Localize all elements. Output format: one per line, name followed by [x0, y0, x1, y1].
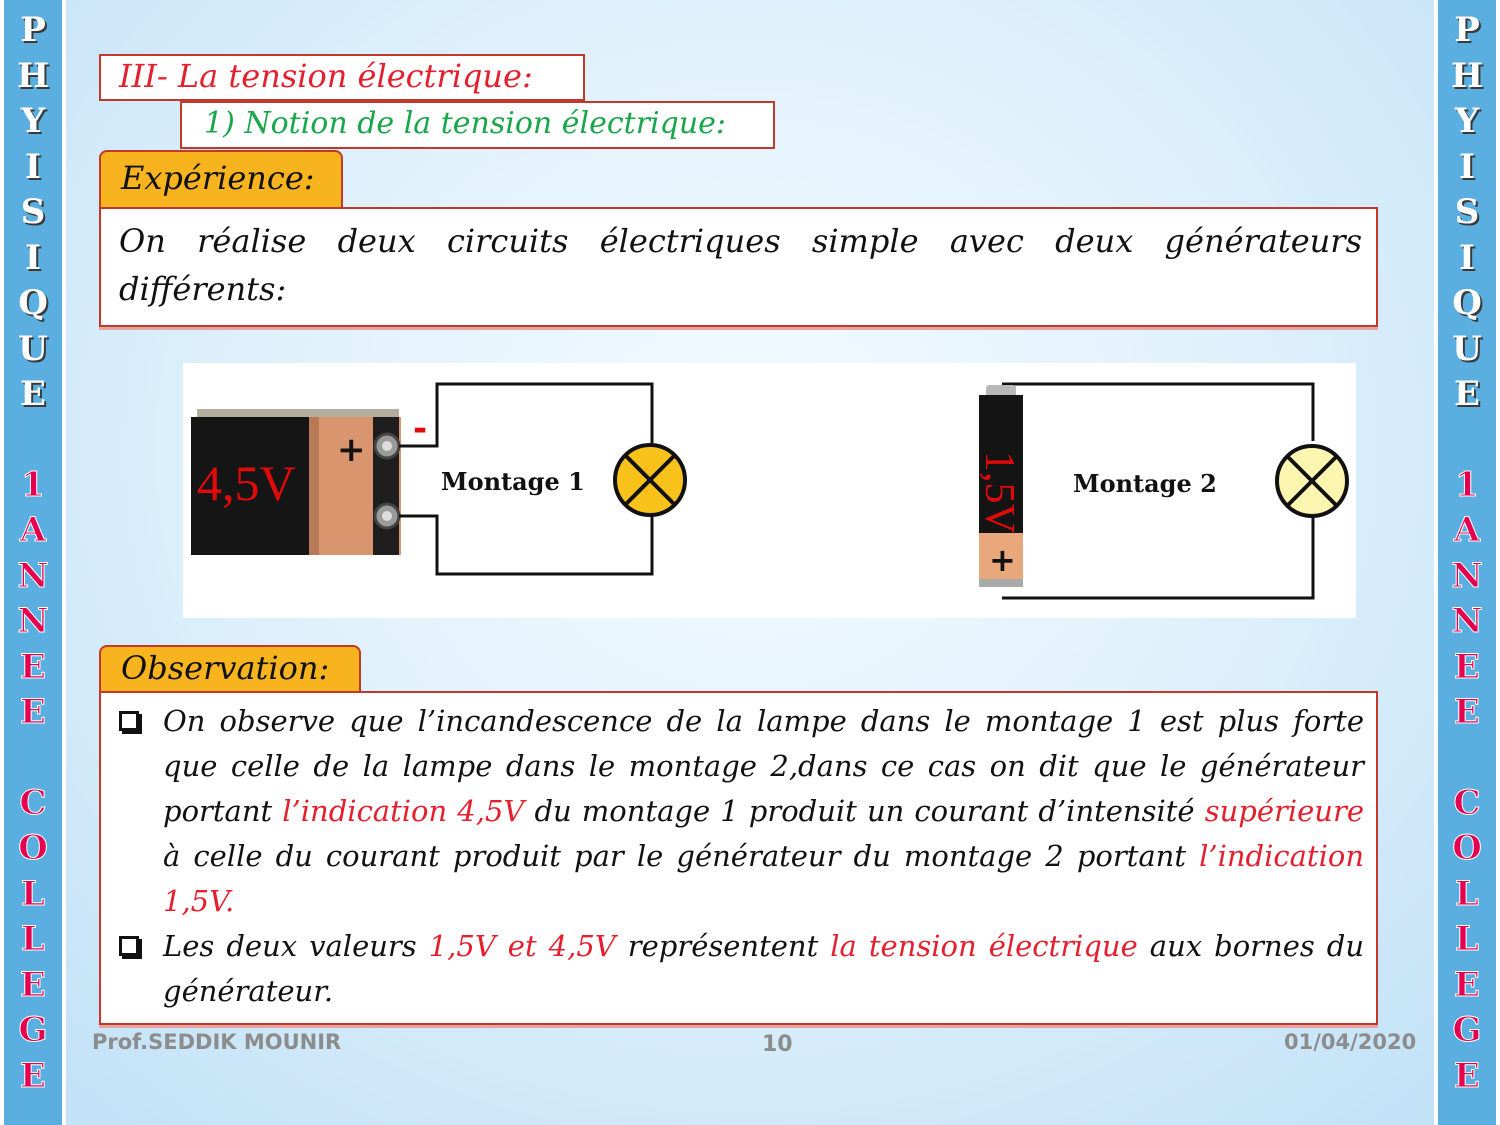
sidebar-letter: Y: [20, 101, 46, 141]
montage-1-circuit: [191, 384, 685, 574]
observation-tab: Observation:: [99, 645, 361, 693]
sidebar-letter: U: [18, 328, 48, 369]
section-title: III- La tension électrique:: [99, 54, 585, 101]
checkbox-bullet-icon: [119, 936, 139, 956]
highlight-values: 1,5V et 4,5V: [428, 929, 616, 963]
sidebar-word-physique: [1438, 8, 1496, 418]
montage-2-label: Montage 2: [1073, 469, 1217, 498]
circuit-diagrams-svg: [183, 363, 1356, 618]
experience-panel: [99, 207, 1378, 327]
sidebar-letter: L: [21, 873, 45, 914]
sidebar-letter: E: [20, 964, 46, 1005]
sidebar-letter: I: [1459, 146, 1475, 187]
sidebar-letter: S: [1454, 192, 1480, 232]
sidebar-letter: E: [20, 1055, 46, 1096]
battery-1-5v-plus: +: [989, 541, 1016, 579]
experience-text: On réalise deux circuits électriques simple avec deux générateurs différents:: [119, 222, 1362, 308]
sidebar-word-annee: [1438, 463, 1496, 736]
battery-4-5v-minus: -: [413, 409, 428, 449]
sidebar-letter: O: [1452, 828, 1482, 868]
sidebar-letter: I: [25, 146, 41, 187]
sidebar-letter: L: [1455, 873, 1479, 914]
highlight-indication-1-5v: l’indication 1,5V.: [163, 839, 1364, 918]
sidebar-letter: G: [18, 1010, 48, 1050]
sidebar-letter: E: [20, 692, 46, 732]
montage-2-circuit: [976, 384, 1347, 598]
sidebar-letter: E: [1454, 646, 1480, 687]
highlight-indication-4-5v: l’indication 4,5V: [282, 794, 525, 828]
observation-bullet-2-text: Les deux valeurs 1,5V et 4,5V représentent la tension électrique aux bornes du générateur.: [163, 929, 1365, 1008]
observation-bullet-1-text: On observe que l’incandescence de la lampe dans le montage 1 est plus forte que celle de la lampe dans le montage 2,dans ce cas on dit que le générateur portant l’indication 4,5V du montage 1 produit un courant d’intensité supérieure à celle du courant produit par le générateur du montage 2 portant l’indication 1,5V.: [163, 704, 1364, 918]
sidebar-letter: L: [21, 919, 45, 959]
sidebar-letter: 1: [1455, 464, 1479, 505]
sidebar-letter: E: [1454, 1055, 1480, 1096]
highlight-superieure: supérieure: [1204, 794, 1364, 828]
sidebar-letter: E: [1454, 964, 1480, 1005]
footer-date: 01/04/2020: [1284, 1030, 1417, 1054]
checkbox-bullet-icon: [119, 711, 139, 731]
sidebar-letter: H: [16, 55, 50, 96]
circuit-diagrams: [183, 363, 1356, 618]
sidebar-letter: A: [1453, 510, 1481, 550]
sidebar-letter: Q: [18, 283, 48, 323]
sidebar-word-college: [4, 781, 62, 1100]
sidebar-letter: I: [25, 237, 41, 278]
sidebar-letter: C: [1453, 782, 1481, 823]
sidebar-letter: O: [18, 828, 48, 868]
footer-author: Prof.SEDDIK MOUNIR: [92, 1030, 342, 1054]
sidebar-letter: Q: [1452, 283, 1482, 323]
sidebar-letter: H: [1450, 55, 1484, 96]
sidebar-letter: S: [20, 192, 46, 232]
sidebar-letter: E: [1454, 692, 1480, 732]
observation-bullet-1: [113, 699, 1364, 924]
sidebar-letter: N: [17, 555, 49, 596]
sidebar-letter: A: [19, 510, 47, 550]
sidebar-letter: P: [1454, 10, 1480, 50]
sidebar-letter: U: [1452, 328, 1482, 369]
left-sidebar-banner: [0, 0, 66, 1125]
sidebar-letter: G: [1452, 1010, 1482, 1050]
battery-1-5v-label: 1,5V: [976, 451, 1022, 534]
sidebar-letter: I: [1459, 237, 1475, 278]
observation-panel: [99, 691, 1378, 1025]
lamp-montage-1: [615, 445, 685, 515]
montage-1-label: Montage 1: [441, 467, 585, 496]
battery-4-5v-plus: +: [337, 430, 366, 470]
sidebar-letter: E: [20, 374, 46, 414]
sidebar-letter: N: [17, 601, 49, 641]
subsection-title: 1) Notion de la tension électrique:: [180, 101, 775, 149]
sidebar-letter: N: [1451, 601, 1483, 641]
sidebar-letter: P: [20, 10, 46, 50]
sidebar-letter: Y: [1454, 101, 1480, 141]
experience-tab: Expérience:: [99, 150, 343, 208]
sidebar-letter: E: [20, 646, 46, 687]
sidebar-letter: N: [1451, 555, 1483, 596]
sidebar-word-annee: [4, 463, 62, 736]
sidebar-letter: C: [19, 782, 47, 823]
sidebar-letter: 1: [21, 464, 45, 505]
battery-4-5v-label: 4,5V: [197, 455, 296, 511]
sidebar-word-college: [1438, 781, 1496, 1100]
observation-bullet-2: [113, 924, 1364, 1014]
highlight-tension-electrique: la tension électrique: [830, 929, 1138, 963]
sidebar-letter: E: [1454, 374, 1480, 414]
sidebar-letter: L: [1455, 919, 1479, 959]
sidebar-word-physique: [4, 8, 62, 418]
right-sidebar-banner: [1434, 0, 1500, 1125]
footer-page-number: 10: [762, 1032, 793, 1057]
lamp-montage-2: [1277, 446, 1347, 516]
